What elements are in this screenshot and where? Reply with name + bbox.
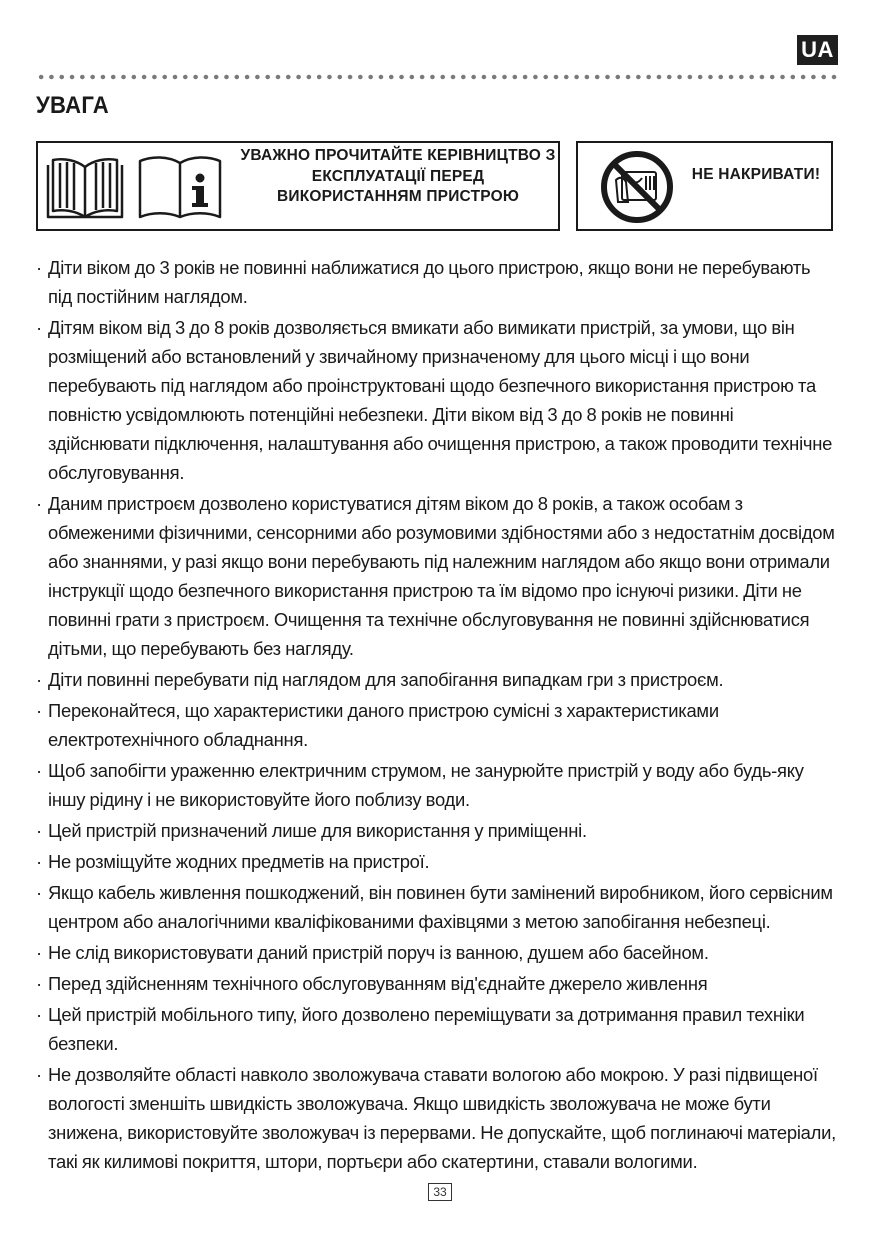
list-item: · Перед здійсненням технічного обслуговуванням від'єднайте джерело живлення — [36, 969, 838, 998]
manual-info-icon — [136, 153, 224, 221]
list-item: · Цей пристрій призначений лише для використання у приміщенні. — [36, 816, 838, 845]
list-item: · Не слід використовувати даний пристрій поруч із ванною, душем або басейном. — [36, 938, 838, 967]
book-icon — [46, 153, 124, 221]
bullet: · — [36, 820, 42, 841]
bullet: · — [36, 851, 42, 872]
bullet: · — [36, 882, 42, 903]
warnings-list — [36, 253, 838, 1178]
bullet: · — [36, 257, 42, 278]
bullet: · — [36, 493, 42, 514]
list-item: · Дітям віком від 3 до 8 років дозволяється вмикати або вимикати пристрій, за умови, що він розміщений або встановлений у звичайному призначеному для цього місці і що вони перебувають під наглядом або проінструктовані щодо безпечного використання пристрою та повністю усвідомлюють потенційні небезпеки. Діти віком від 3 до 8 років не повинні здійснювати підключення, налаштування або очищення пристрою, а також проводити технічне обслуговування. — [36, 313, 838, 487]
bullet: · — [36, 700, 42, 721]
list-item: · Переконайтеся, що характеристики даного пристрою сумісні з характеристиками електротехнічного обладнання. — [36, 696, 838, 754]
list-item: · Якщо кабель живлення пошкоджений, він повинен бути замінений виробником, його сервісним центром або аналогічними кваліфікованими фахівцями з метою запобігання небезпеці. — [36, 878, 838, 936]
do-not-cover-icon — [600, 150, 674, 224]
bullet: · — [36, 942, 42, 963]
list-item: · Щоб запобігти ураженню електричним струмом, не занурюйте пристрій у воду або будь-яку іншу рідину і не використовуйте його поблизу води. — [36, 756, 838, 814]
list-item: · Діти віком до 3 років не повинні наближатися до цього пристрою, якщо вони не перебувають під постійним наглядом. — [36, 253, 838, 311]
list-item: · Не розміщуйте жодних предметів на пристрої. — [36, 847, 838, 876]
read-manual-notice — [36, 141, 560, 231]
bullet: · — [36, 669, 42, 690]
list-item: · Даним пристроєм дозволено користуватися дітям віком до 8 років, а також особам з обмеженими фізичними, сенсорними або розумовими здібностями або з недостатнім досвідом або знаннями, у разі якщо вони перебувають під належним наглядом або якщо вони отримали інструкції щодо безпечного використання пристрою та їм відомо про існуючі ризики. Діти не повинні грати з пристроєм. Очищення та технічне обслуговування не повинні здійснюватися дітьми, що перебувають без нагляду. — [36, 489, 838, 663]
do-not-cover-notice — [576, 141, 833, 231]
list-item: · Цей пристрій мобільного типу, його дозволено переміщувати за дотримання правил техніки безпеки. — [36, 1000, 838, 1058]
list-item: · Діти повинні перебувати під наглядом для запобігання випадкам гри з пристроєм. — [36, 665, 838, 694]
bullet: · — [36, 973, 42, 994]
bullet: · — [36, 760, 42, 781]
language-badge: UA — [797, 35, 838, 65]
do-not-cover-text: НЕ НАКРИВАТИ! — [691, 166, 821, 183]
bullet: · — [36, 317, 42, 338]
bullet: · — [36, 1004, 42, 1025]
list-item: · Не дозволяйте області навколо зволожувача ставати вологою або мокрою. У разі підвищеної вологості зменшіть швидкість зволожувача. Якщо швидкість зволожувача не може бути знижена, використовуйте зволожувач із перервами. Не допускайте, щоб поглинаючі матеріали, такі як килимові покриття, штори, портьєри або скатертини, ставали вологими. — [36, 1060, 838, 1176]
page-title: УВАГА — [36, 92, 109, 119]
read-manual-text: УВАЖНО ПРОЧИТАЙТЕ КЕРІВНИЦТВО З ЕКСПЛУАТАЦІЇ ПЕРЕД ВИКОРИСТАННЯМ ПРИСТРОЮ — [240, 147, 556, 205]
dotted-divider — [36, 74, 838, 80]
bullet: · — [36, 1064, 42, 1085]
page-number: 33 — [428, 1183, 452, 1201]
